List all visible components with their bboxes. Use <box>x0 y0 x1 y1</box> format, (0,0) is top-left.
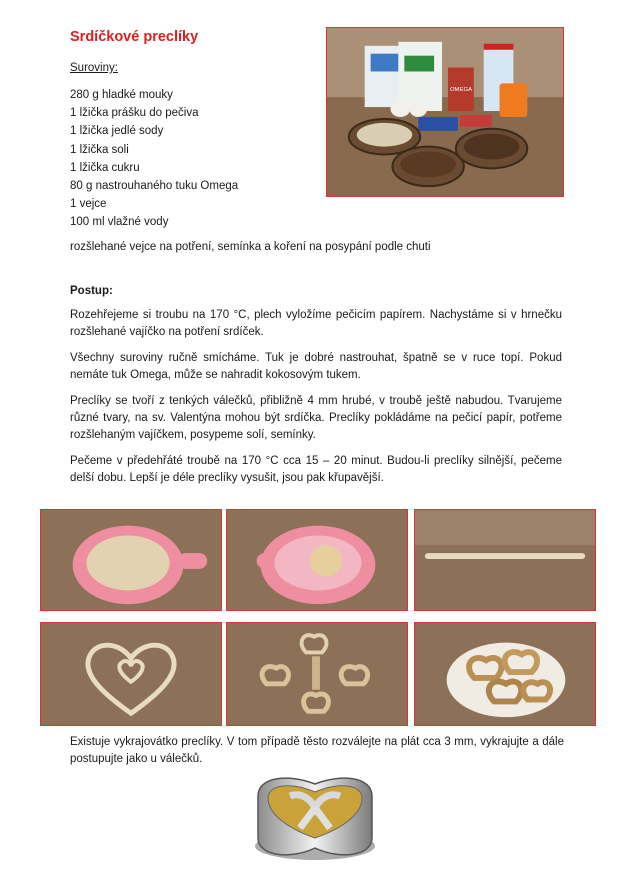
omega-label: OMEGA <box>449 87 473 94</box>
ingredient-item: 1 lžička jedlé sody <box>70 125 164 138</box>
procedure-heading: Postup: <box>70 285 113 297</box>
procedure-paragraph-1: Rozehřejeme si troubu na 170 °C, plech vyložíme pečicím papírem. Nachystáme si v hrnečku rozšlehané vajíčko na potření srdíček. <box>70 309 562 338</box>
recipe-title: Srdíčkové preclíky <box>70 29 199 45</box>
procedure-paragraph-2: Všechny suroviny ručně smícháme. Tuk je dobré nastrouhat, špatně se v ruce topí. Pokud nemáte tuk Omega, může se nahradit kokosovým tukem. <box>70 352 562 381</box>
procedure-paragraph-3: Preclíky se tvoří z tenkých válečků, přibližně 4 mm hrubé, v troubě ještě nabudou. Tvarujeme různé tvary, na sv. Valentýna mohou být srdíčka. Preclíky pokládáme na pečicí papír, potřeme rozšlehaným vajíčkem, posypeme solí, semínky. <box>70 395 562 441</box>
ingredients-list <box>70 86 238 232</box>
ingredient-item: 1 lžička prášku do pečiva <box>70 107 199 120</box>
ingredient-item: 1 lžička soli <box>70 143 129 156</box>
step-photo-dough-ball <box>226 509 408 611</box>
ingredients-heading: Suroviny: <box>70 62 118 74</box>
step-photo-baked-pretzels <box>414 622 596 726</box>
ingredient-item: 1 lžička cukru <box>70 161 140 174</box>
ingredient-item: 1 vejce <box>70 198 107 211</box>
ingredient-item: 280 g hladké mouky <box>70 89 173 101</box>
step-photo-dough-roll <box>414 509 596 611</box>
step-photo-shaped-pretzels <box>226 622 408 726</box>
ingredient-item: 80 g nastrouhaného tuku Omega <box>70 180 239 193</box>
step-photo-flour-bowl <box>40 509 222 611</box>
ingredient-item: 100 ml vlažné vody <box>70 216 169 229</box>
ingredients-photo <box>326 27 564 197</box>
procedure-paragraph-4: Pečeme v předehřáté troubě na 170 °C cca 15 – 20 minut. Budou-li preclíky silnější, pečeme delší dobu. Lepší je déle preclíky vysušit, jsou pak křupavější. <box>70 455 562 484</box>
cutter-paragraph: Existuje vykrajovátko preclíky. V tom případě těsto rozválejte na plát cca 3 mm, vykrajujte a dále postupujte jako u válečků. <box>70 736 564 765</box>
pretzel-cutter-image <box>250 768 380 864</box>
step-photo-heart-shape <box>40 622 222 726</box>
extra-ingredients: rozšlehané vejce na potření, semínka a koření na posypání podle chuti <box>70 241 431 253</box>
